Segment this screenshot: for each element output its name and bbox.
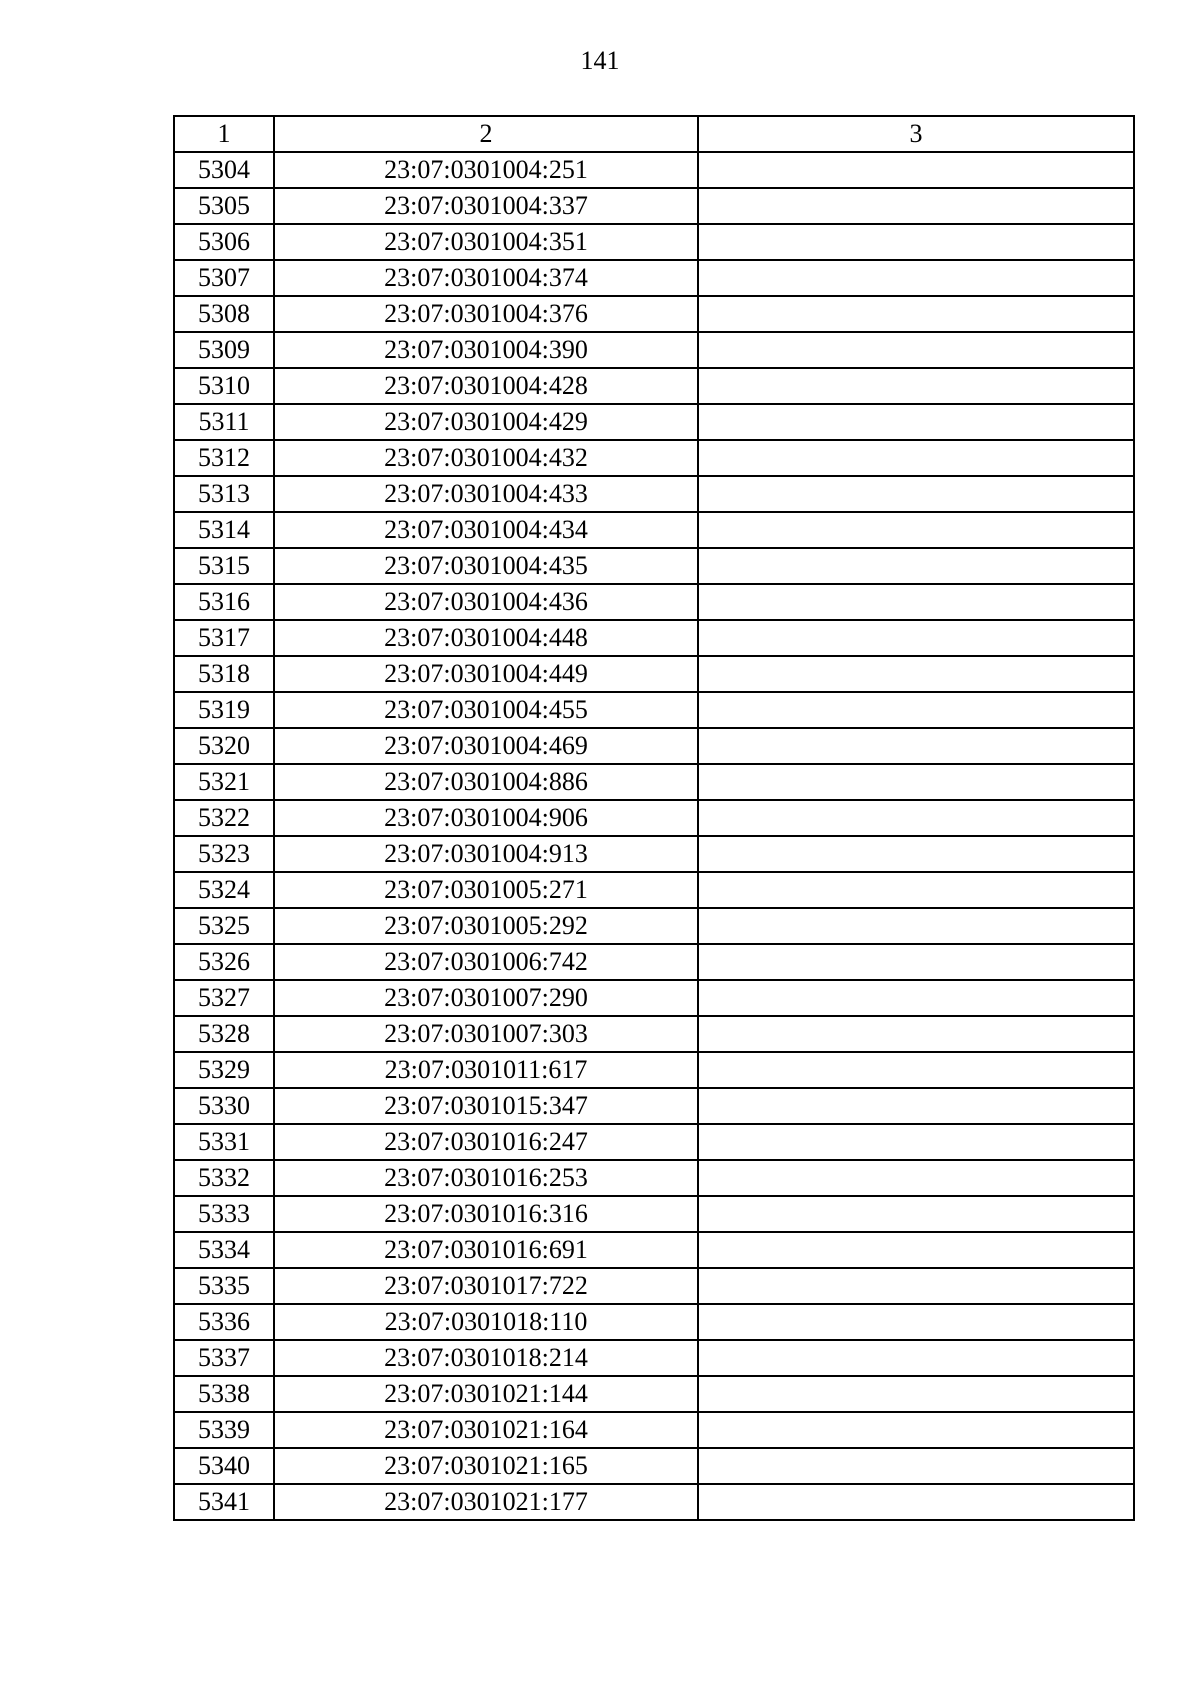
table-row — [174, 548, 1134, 584]
cadastral-number-cell: 23:07:0301004:433 — [274, 476, 698, 512]
row-number-cell: 5331 — [174, 1124, 274, 1160]
note-cell — [698, 836, 1134, 872]
row-number-cell: 5339 — [174, 1412, 274, 1448]
note-cell — [698, 1484, 1134, 1520]
table-row — [174, 368, 1134, 404]
row-number-cell: 5341 — [174, 1484, 274, 1520]
note-cell — [698, 1196, 1134, 1232]
note-cell — [698, 548, 1134, 584]
row-number-cell: 5307 — [174, 260, 274, 296]
note-cell — [698, 1088, 1134, 1124]
note-cell — [698, 584, 1134, 620]
note-cell — [698, 944, 1134, 980]
row-number-cell: 5325 — [174, 908, 274, 944]
cadastral-number-cell: 23:07:0301004:376 — [274, 296, 698, 332]
note-cell — [698, 620, 1134, 656]
table-row — [174, 1124, 1134, 1160]
note-cell — [698, 764, 1134, 800]
row-number-cell: 5318 — [174, 656, 274, 692]
cadastral-number-cell: 23:07:0301021:164 — [274, 1412, 698, 1448]
table-row — [174, 620, 1134, 656]
cadastral-number-cell: 23:07:0301021:144 — [274, 1376, 698, 1412]
note-cell — [698, 1340, 1134, 1376]
row-number-cell: 5314 — [174, 512, 274, 548]
row-number-cell: 5337 — [174, 1340, 274, 1376]
cadastral-number-cell: 23:07:0301004:337 — [274, 188, 698, 224]
cadastral-number-cell: 23:07:0301004:251 — [274, 152, 698, 188]
note-cell — [698, 332, 1134, 368]
row-number-cell: 5321 — [174, 764, 274, 800]
row-number-cell: 5320 — [174, 728, 274, 764]
table-row — [174, 692, 1134, 728]
row-number-cell: 5336 — [174, 1304, 274, 1340]
cadastral-number-cell: 23:07:0301005:271 — [274, 872, 698, 908]
note-cell — [698, 476, 1134, 512]
row-number-cell: 5306 — [174, 224, 274, 260]
table-row — [174, 152, 1134, 188]
note-cell — [698, 800, 1134, 836]
row-number-cell: 5313 — [174, 476, 274, 512]
cadastral-number-cell: 23:07:0301021:165 — [274, 1448, 698, 1484]
table-row — [174, 188, 1134, 224]
row-number-cell: 5327 — [174, 980, 274, 1016]
note-cell — [698, 1448, 1134, 1484]
table-row — [174, 404, 1134, 440]
table-row — [174, 1016, 1134, 1052]
row-number-cell: 5316 — [174, 584, 274, 620]
cadastral-number-cell: 23:07:0301011:617 — [274, 1052, 698, 1088]
note-cell — [698, 656, 1134, 692]
cadastral-number-cell: 23:07:0301004:429 — [274, 404, 698, 440]
note-cell — [698, 1124, 1134, 1160]
table-row — [174, 1088, 1134, 1124]
note-cell — [698, 1052, 1134, 1088]
row-number-cell: 5308 — [174, 296, 274, 332]
note-cell — [698, 980, 1134, 1016]
row-number-cell: 5323 — [174, 836, 274, 872]
cadastral-number-cell: 23:07:0301016:247 — [274, 1124, 698, 1160]
table-row — [174, 1340, 1134, 1376]
table-row — [174, 512, 1134, 548]
note-cell — [698, 440, 1134, 476]
note-cell — [698, 692, 1134, 728]
table-row — [174, 1196, 1134, 1232]
note-cell — [698, 728, 1134, 764]
table-row — [174, 836, 1134, 872]
cadastral-number-cell: 23:07:0301004:432 — [274, 440, 698, 476]
cadastral-number-cell: 23:07:0301005:292 — [274, 908, 698, 944]
table-row — [174, 980, 1134, 1016]
cadastral-number-cell: 23:07:0301004:449 — [274, 656, 698, 692]
table-row — [174, 260, 1134, 296]
row-number-cell: 5334 — [174, 1232, 274, 1268]
note-cell — [698, 1160, 1134, 1196]
table-row — [174, 332, 1134, 368]
row-number-cell: 5311 — [174, 404, 274, 440]
row-number-cell: 5309 — [174, 332, 274, 368]
table-row — [174, 764, 1134, 800]
table-row — [174, 800, 1134, 836]
column-header-3: 3 — [698, 116, 1134, 152]
row-number-cell: 5312 — [174, 440, 274, 476]
row-number-cell: 5324 — [174, 872, 274, 908]
cadastral-number-cell: 23:07:0301004:886 — [274, 764, 698, 800]
cadastral-number-cell: 23:07:0301007:290 — [274, 980, 698, 1016]
row-number-cell: 5315 — [174, 548, 274, 584]
cadastral-number-cell: 23:07:0301004:436 — [274, 584, 698, 620]
cadastral-number-cell: 23:07:0301004:455 — [274, 692, 698, 728]
row-number-cell: 5304 — [174, 152, 274, 188]
note-cell — [698, 1376, 1134, 1412]
cadastral-number-cell: 23:07:0301007:303 — [274, 1016, 698, 1052]
cadastral-number-cell: 23:07:0301004:906 — [274, 800, 698, 836]
row-number-cell: 5335 — [174, 1268, 274, 1304]
row-number-cell: 5332 — [174, 1160, 274, 1196]
table-row — [174, 656, 1134, 692]
row-number-cell: 5330 — [174, 1088, 274, 1124]
cadastral-number-cell: 23:07:0301004:469 — [274, 728, 698, 764]
table-row — [174, 584, 1134, 620]
cadastral-number-cell: 23:07:0301017:722 — [274, 1268, 698, 1304]
cadastral-number-cell: 23:07:0301004:428 — [274, 368, 698, 404]
row-number-cell: 5340 — [174, 1448, 274, 1484]
note-cell — [698, 260, 1134, 296]
cadastral-number-cell: 23:07:0301016:691 — [274, 1232, 698, 1268]
note-cell — [698, 1232, 1134, 1268]
row-number-cell: 5317 — [174, 620, 274, 656]
row-number-cell: 5322 — [174, 800, 274, 836]
note-cell — [698, 224, 1134, 260]
note-cell — [698, 872, 1134, 908]
cadastral-number-cell: 23:07:0301016:316 — [274, 1196, 698, 1232]
page-number: 141 — [580, 46, 620, 75]
table-row — [174, 1412, 1134, 1448]
note-cell — [698, 296, 1134, 332]
row-number-cell: 5310 — [174, 368, 274, 404]
cadastral-number-cell: 23:07:0301016:253 — [274, 1160, 698, 1196]
note-cell — [698, 1016, 1134, 1052]
cadastral-number-cell: 23:07:0301018:214 — [274, 1340, 698, 1376]
cadastral-number-cell: 23:07:0301004:374 — [274, 260, 698, 296]
table-row — [174, 944, 1134, 980]
cadastral-number-cell: 23:07:0301004:435 — [274, 548, 698, 584]
cadastral-table — [173, 115, 1135, 1521]
table-row — [174, 1448, 1134, 1484]
table-row — [174, 728, 1134, 764]
column-header-2: 2 — [274, 116, 698, 152]
table-row — [174, 296, 1134, 332]
cadastral-number-cell: 23:07:0301006:742 — [274, 944, 698, 980]
table-header-row — [174, 116, 1134, 152]
cadastral-number-cell: 23:07:0301004:351 — [274, 224, 698, 260]
note-cell — [698, 188, 1134, 224]
note-cell — [698, 152, 1134, 188]
cadastral-number-cell: 23:07:0301004:434 — [274, 512, 698, 548]
cadastral-number-cell: 23:07:0301004:390 — [274, 332, 698, 368]
table-row — [174, 1232, 1134, 1268]
row-number-cell: 5319 — [174, 692, 274, 728]
table-body — [174, 152, 1134, 1520]
cadastral-number-cell: 23:07:0301021:177 — [274, 1484, 698, 1520]
table-row — [174, 872, 1134, 908]
table-row — [174, 1052, 1134, 1088]
table-row — [174, 1376, 1134, 1412]
table-row — [174, 1268, 1134, 1304]
cadastral-number-cell: 23:07:0301018:110 — [274, 1304, 698, 1340]
note-cell — [698, 404, 1134, 440]
row-number-cell: 5326 — [174, 944, 274, 980]
row-number-cell: 5333 — [174, 1196, 274, 1232]
note-cell — [698, 368, 1134, 404]
cadastral-number-cell: 23:07:0301004:913 — [274, 836, 698, 872]
table-row — [174, 1160, 1134, 1196]
row-number-cell: 5328 — [174, 1016, 274, 1052]
table-row — [174, 224, 1134, 260]
table-row — [174, 1484, 1134, 1520]
table-row — [174, 476, 1134, 512]
table-row — [174, 1304, 1134, 1340]
note-cell — [698, 908, 1134, 944]
note-cell — [698, 1304, 1134, 1340]
note-cell — [698, 512, 1134, 548]
row-number-cell: 5305 — [174, 188, 274, 224]
row-number-cell: 5329 — [174, 1052, 274, 1088]
cadastral-number-cell: 23:07:0301015:347 — [274, 1088, 698, 1124]
cadastral-number-cell: 23:07:0301004:448 — [274, 620, 698, 656]
column-header-1: 1 — [174, 116, 274, 152]
note-cell — [698, 1268, 1134, 1304]
row-number-cell: 5338 — [174, 1376, 274, 1412]
table-row — [174, 908, 1134, 944]
note-cell — [698, 1412, 1134, 1448]
table-row — [174, 440, 1134, 476]
